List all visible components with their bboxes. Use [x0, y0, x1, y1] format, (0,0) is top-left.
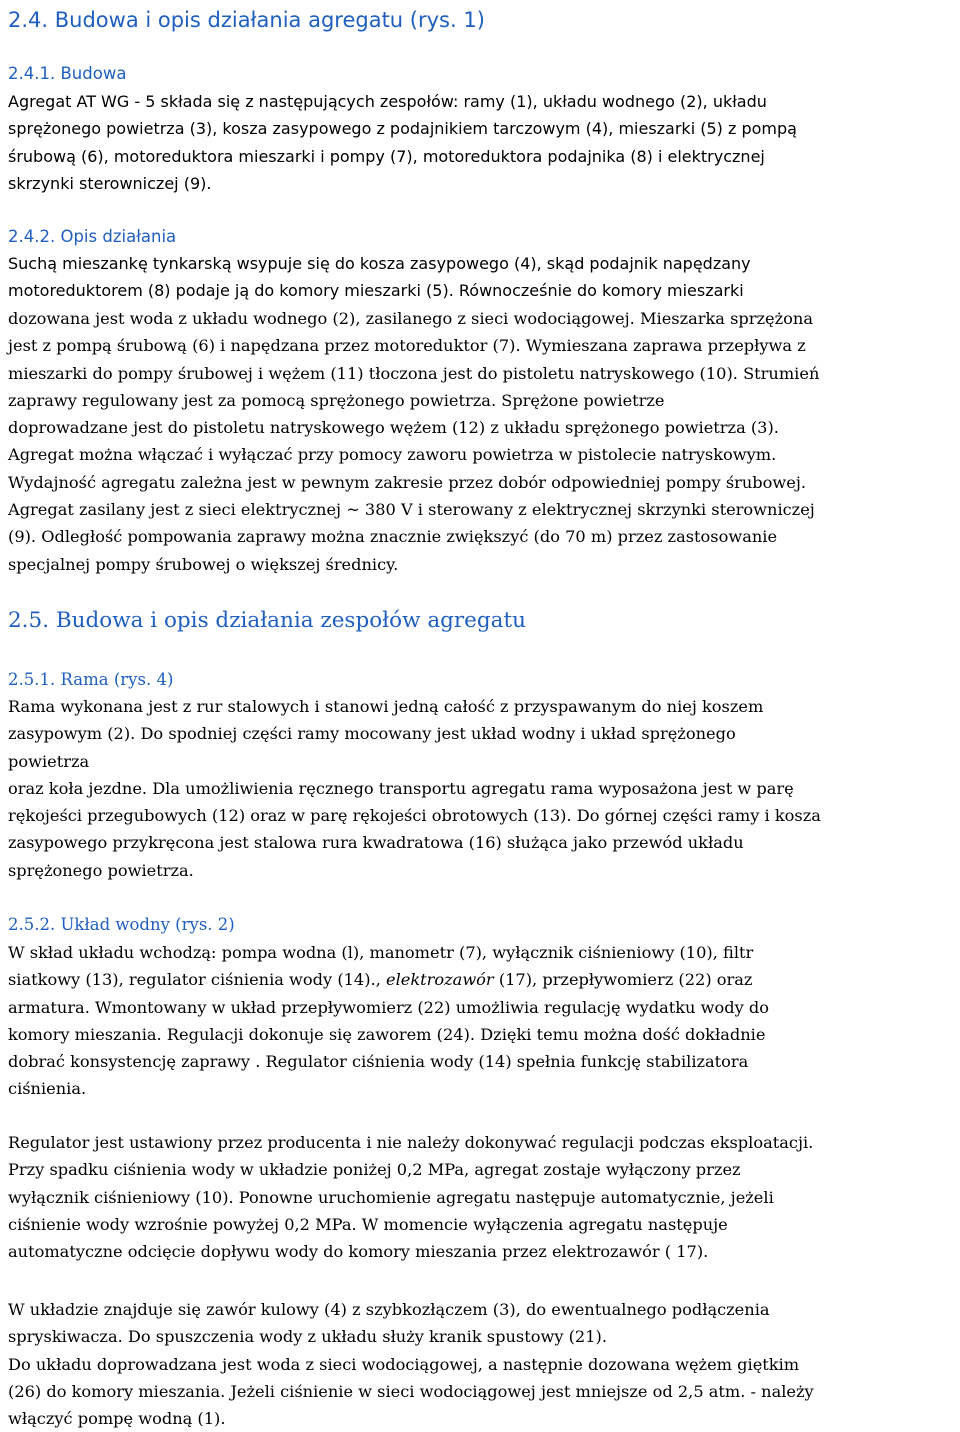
text-line: śrubową (6), motoreduktora mieszarki i pompy (7), motoreduktora podajnika (8) i elektrycznej — [8, 146, 765, 166]
section-2-4-2-heading: 2.4.2. Opis działania — [8, 227, 177, 246]
text-line: Przy spadku ciśnienia wody w układzie poniżej 0,2 MPa, agregat zostaje wyłączony przez — [8, 1160, 741, 1180]
text-line: zaprawy regulowany jest za pomocą sprężonego powietrza. Sprężone powietrze — [8, 390, 665, 410]
regulator-paragraph — [8, 1129, 956, 1265]
section-2-5-1-heading: 2.5.1. Rama (rys. 4) — [8, 670, 174, 689]
ball-valve-paragraph — [8, 1296, 956, 1432]
section-2-4-heading: 2.4. Budowa i opis działania agregatu (rys. 1) — [8, 8, 485, 32]
text-line: specjalnej pompy śrubowej o większej średnicy. — [8, 554, 399, 574]
text-line: W skład układu wchodzą: pompa wodna (l), manometr (7), wyłącznik ciśnieniowy (10), filtr — [8, 943, 754, 962]
text-line: W układzie znajduje się zawór kulowy (4) z szybkozłączem (3), do ewentualnego podłączenia — [8, 1300, 770, 1319]
text-line: motoreduktorem (8) podaje ją do komory mieszarki (5). Równocześnie do komory mieszarki — [8, 281, 744, 301]
text-line: Agregat można włączać i wyłączać przy pomocy zaworu powietrza w pistolecie natryskowym. — [8, 445, 777, 465]
text-line: spryskiwacza. Do spuszczenia wody z układu służy kranik spustowy (21). — [8, 1327, 607, 1347]
text-line: (9). Odległość pompowania zaprawy można znacznie zwiększyć (do 70 m) przez zastosowanie — [8, 527, 778, 547]
text-line: jest z pompą śrubową (6) i napędzana przez motoreduktor (7). Wymieszana zaprawa przepływa z — [8, 336, 806, 356]
text-line: Suchą mieszankę tynkarską wsypuje się do kosza zasypowego (4), skąd podajnik napędzany — [8, 254, 751, 273]
text-line: rękojeści przegubowych (12) oraz w parę rękojeści obrotowych (13). Do górnej części ramy i kosza — [8, 806, 821, 826]
text-line: ciśnienia. — [8, 1079, 87, 1099]
section-2-4-2-paragraph-a — [8, 250, 956, 305]
text-line: sprężonego powietrza. — [8, 860, 194, 880]
text-line: komory mieszania. Regulacji dokonuje się zaworem (24). Dzięki temu można dość dokładnie — [8, 1024, 766, 1044]
section-2-4-1-heading: 2.4.1. Budowa — [8, 64, 127, 83]
text-line: wyłącznik ciśnieniowy (10). Ponowne uruchomienie agregatu następuje automatycznie, jeżeli — [8, 1187, 774, 1207]
text-line: Regulator jest ustawiony przez producenta i nie należy dokonywać regulacji podczas eksploatacji. — [8, 1133, 814, 1152]
text-fragment: siatkowy (13), regulator ciśnienia wody (14)., — [8, 970, 381, 990]
text-line: włączyć pompę wodną (1). — [8, 1409, 226, 1429]
text-line: Wydajność agregatu zależna jest w pewnym zakresie przez dobór odpowiedniej pompy śrubowej. — [8, 472, 807, 492]
section-2-5-2-paragraph — [8, 939, 956, 1103]
text-line: Agregat AT WG - 5 składa się z następujących zespołów: ramy (1), układu wodnego (2), układu — [8, 92, 767, 111]
text-line: dobrać konsystencję zaprawy . Regulator ciśnienia wody (14) spełnia funkcję stabilizatora — [8, 1052, 749, 1072]
text-line: mieszarki do pompy śrubowej i wężem (11) tłoczona jest do pistoletu natryskowego (10). Strumień — [8, 363, 820, 383]
text-line: ciśnienie wody wzrośnie powyżej 0,2 MPa. W momencie wyłączenia agregatu następuje — [8, 1214, 728, 1234]
text-line: zasypowego przykręcona jest stalowa rura kwadratowa (16) służąca jako przewód układu — [8, 833, 744, 853]
section-2-4-2-paragraph-b — [8, 305, 956, 578]
text-line: powietrza — [8, 751, 90, 771]
text-line: Rama wykonana jest z rur stalowych i stanowi jedną całość z przyspawanym do niej koszem — [8, 697, 764, 716]
text-line: (26) do komory mieszania. Jeżeli ciśnienie w sieci wodociągowej jest mniejsze od 2,5 atm. - należy — [8, 1381, 814, 1401]
text-fragment: (17), przepływomierz (22) oraz — [498, 970, 753, 990]
text-line: dozowana jest woda z układu wodnego (2), zasilanego z sieci wodociągowej. Mieszarka sprzężona — [8, 309, 813, 328]
section-2-5-1-paragraph — [8, 693, 956, 884]
italic-term: elektrozawór — [386, 970, 494, 990]
text-line: Agregat zasilany jest z sieci elektrycznej ~ 380 V i sterowany z elektrycznej skrzynki sterowniczej — [8, 500, 815, 520]
text-line: automatyczne odcięcie dopływu wody do komory mieszania przez elektrozawór ( 17). — [8, 1242, 709, 1262]
text-line: sprężonego powietrza (3), kosza zasypowego z podajnikiem tarczowym (4), mieszarki (5) z pompą — [8, 119, 797, 139]
text-line: armatura. Wmontowany w układ przepływomierz (22) umożliwia regulację wydatku wody do — [8, 997, 769, 1017]
text-line: Do układu doprowadzana jest woda z sieci wodociągowej, a następnie dozowana wężem giętkim — [8, 1354, 800, 1374]
text-line: zasypowym (2). Do spodniej części ramy mocowany jest układ wodny i układ sprężonego — [8, 724, 736, 744]
text-line: oraz koła jezdne. Dla umożliwienia ręcznego transportu agregatu rama wyposażona jest w parę — [8, 778, 794, 798]
section-2-5-2-heading: 2.5.2. Układ wodny (rys. 2) — [8, 915, 235, 934]
section-2-4-1-paragraph — [8, 88, 956, 198]
text-line: doprowadzane jest do pistoletu natryskowego wężem (12) z układu sprężonego powietrza (3). — [8, 418, 779, 438]
text-line — [8, 966, 956, 993]
text-line: skrzynki sterowniczej (9). — [8, 174, 212, 194]
section-2-5-heading: 2.5. Budowa i opis działania zespołów agregatu — [8, 608, 526, 633]
